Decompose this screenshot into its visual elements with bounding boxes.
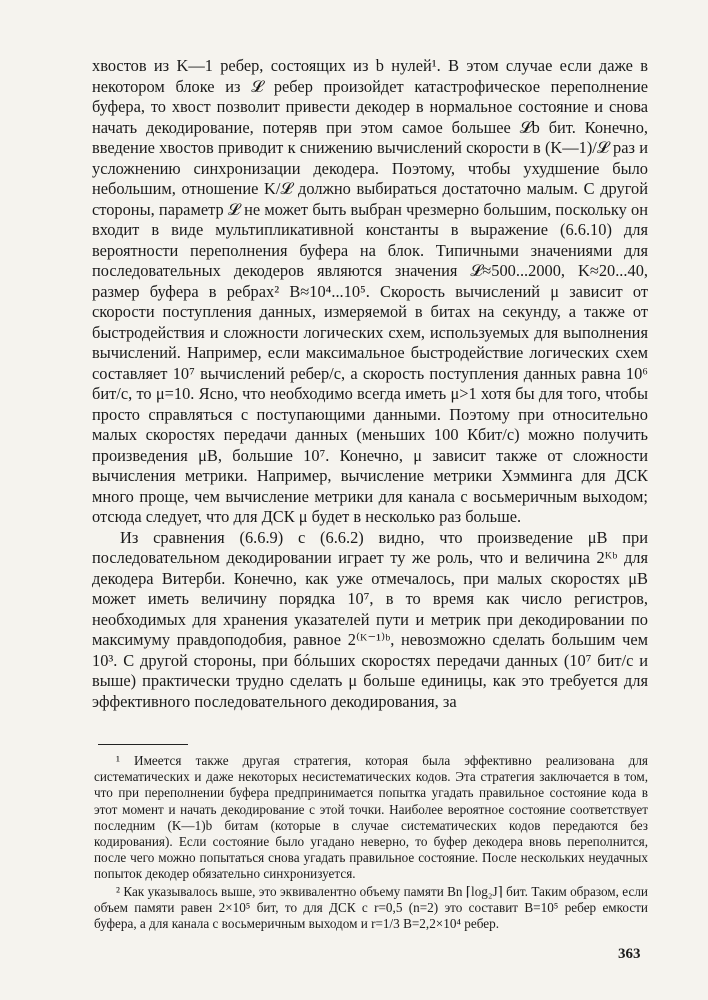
paragraph-1: хвостов из K—1 ребер, состоящих из b нулей¹. В этом случае если даже в некотором блоке из 𝓛 ребер произойдет катастрофическое переполнение буфера, то хвост позволит привести декодер в нормальное состояние и снова начать декодирование, потеряв при этом самое большее 𝓛b бит. Конечно, введение хвостов приводит к снижению вычислений скорости в (K—1)/𝓛 раз и усложнению синхронизации декодера. Поэтому, чтобы ухудшение было небольшим, отношение K/𝓛 должно выбираться достаточно малым. С другой стороны, параметр 𝓛 не может быть выбран чрезмерно большим, поскольку он входит в виде мультипликативной константы в выражение (6.6.10) для вероятности переполнения буфера на блок. Типичными значениями для последовательных декодеров являются значения 𝓛≈500...2000, K≈20...40, размер буфера в ребрах² B≈10⁴...10⁵. Скорость вычислений μ зависит от скорости поступления данных, измеряемой в битах на секунду, а также от быстродействия и сложности логических схем, используемых для выполнения вычислений. Например, если максимальное быстродействие логических схем составляет 10⁷ вычислений ребер/с, а скорость поступления данных равна 10⁶ бит/с, то μ=10. Ясно, что необходимо всегда иметь μ>1 хотя бы для того, чтобы просто справляться с поступающими данными. Поэтому при относительно малых скоростях передачи данных (меньших 100 Кбит/с) можно получить произведения μB, большие 10⁷. Конечно, μ зависит также от сложности вычисления метрики. Например, вычисление метрики Хэмминга для ДСК много проще, чем вычисление метрики для канала с восьмеричным выходом; отсюда следует, что для ДСК μ будет в несколько раз больше.	[92, 56, 648, 526]
footnote-separator	[98, 744, 188, 745]
page-number: 363	[618, 946, 641, 962]
footnotes	[94, 753, 648, 932]
paragraph-2: Из сравнения (6.6.9) с (6.6.2) видно, что произведение μB при последовательном декодировании играет ту же роль, что и величина 2ᴷᵇ для декодера Витерби. Конечно, как уже отмечалось, при малых скоростях μB может иметь величину порядка 10⁷, в то время как число регистров, необходимых для хранения указателей пути и метрик при декодировании по максимуму правдоподобия, равное 2⁽ᴷ⁻¹⁾ᵇ, невозможно сделать большим чем 10³. С другой стороны, при бóльших скоростях передачи данных (10⁷ бит/с и выше) практически трудно сделать μ больше единицы, как это требуется для эффективного последовательного декодирования, за	[92, 527, 648, 711]
footnote-2: ² Как указывалось выше, это эквивалентно объему памяти Bn ⌈log₂J⌉ бит. Таким образом, если объем памяти равен 2×10⁵ бит, то для ДСК с r=0,5 (n=2) это составит B=10⁵ ребер емкости буфера, а для канала с восьмеричным выходом и r=1/3 B=2,2×10⁴ ребер.	[94, 883, 648, 932]
main-text	[92, 56, 648, 712]
footnote-1: ¹ Имеется также другая стратегия, которая была эффективно реализована для систематических и даже некоторых несистематических кодов. Эта стратегия заключается в том, что при переполнении буфера предпринимается попытка угадать правильное состояние кода в этот момент и начать декодирование с этой точки. Наиболее вероятное состояние соответствует последним (K—1)b битам (которые в случае систематических кодов передаются без кодирования). Если состояние было угадано неверно, то буфер декодера вновь переполнится, после чего можно попытаться снова угадать правильное состояние. После нескольких неудачных попыток декодер обязательно синхронизуется.	[94, 753, 648, 882]
